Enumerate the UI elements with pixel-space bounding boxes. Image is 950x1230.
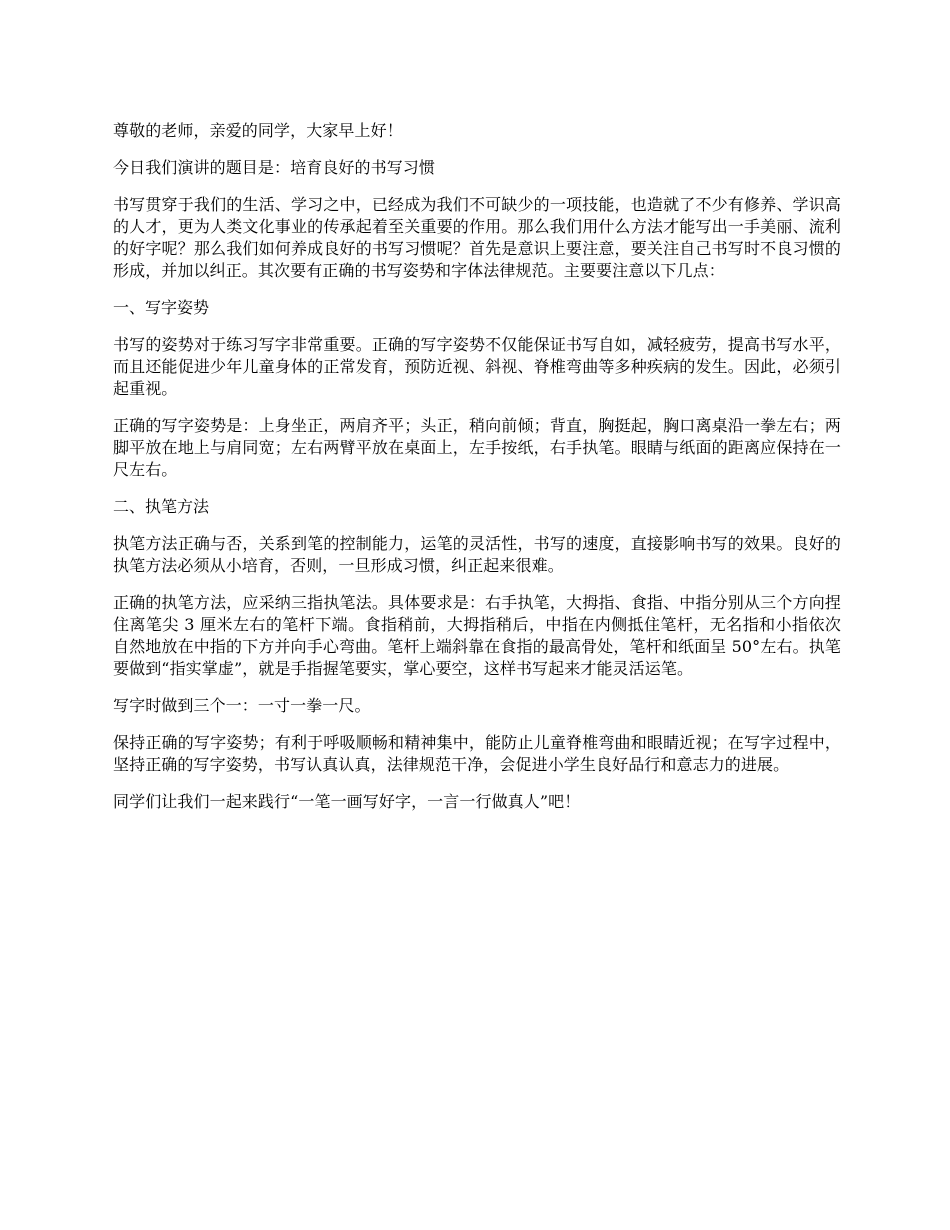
pen-grip-details-paragraph: 正确的执笔方法，应采纳三指执笔法。具体要求是：右手执笔，大拇指、食指、中指分别从三个方向捏住离笔尖 3 厘米左右的笔杆下端。食指稍前，大拇指稍后，中指在内侧抵住笔杆，无名指和小指依次自然地放在中指的下方并向手心弯曲。笔杆上端斜靠在食指的最高骨处，笔杆和纸面呈 50°左右。执笔要做到“指实掌虚”，就是手指握笔要实，掌心要空，这样书写起来才能灵活运笔。	[113, 593, 841, 678]
section-heading-posture: 一、写字姿势	[113, 298, 210, 317]
greeting-paragraph: 尊敬的老师，亲爱的同学，大家早上好！	[113, 121, 403, 140]
posture-importance-paragraph: 书写的姿势对于练习写字非常重要。正确的写字姿势不仅能保证书写自如，减轻疲劳，提高书写水平，而且还能促进少年儿童身体的正常发育，预防近视、斜视、脊椎弯曲等多种疾病的发生。因此，必须引起重视。	[113, 335, 841, 398]
posture-details-paragraph: 正确的写字姿势是：上身坐正，两肩齐平；头正，稍向前倾；背直，胸挺起，胸口离桌沿一拳左右；两脚平放在地上与肩同宽；左右两臂平放在桌面上，左手按纸，右手执笔。眼睛与纸面的距离应保持在一尺左右。	[113, 416, 841, 479]
pen-grip-importance-paragraph: 执笔方法正确与否，关系到笔的控制能力，运笔的灵活性，书写的速度，直接影响书写的效果。良好的执笔方法必须从小培育，否则，一旦形成习惯，纠正起来很难。	[113, 534, 841, 575]
benefits-paragraph: 保持正确的写字姿势；有利于呼吸顺畅和精神集中，能防止儿童脊椎弯曲和眼睛近视；在写字过程中，坚持正确的写字姿势，书写认真认真，法律规范干净，会促进小学生良好品行和意志力的进展。	[113, 733, 841, 774]
intro-paragraph: 书写贯穿于我们的生活、学习之中，已经成为我们不可缺少的一项技能，也造就了不少有修养、学识高的人才，更为人类文化事业的传承起着至关重要的作用。那么我们用什么方法才能写出一手美丽、流利的好字呢？那么我们如何养成良好的书写习惯呢？首先是意识上要注意，要关注自己书写时不良习惯的形成，并加以纠正。其次要有正确的书写姿势和字体法律规范。主要要注意以下几点：	[113, 195, 841, 280]
three-ones-paragraph: 写字时做到三个一：一寸一拳一尺。	[113, 696, 371, 715]
topic-paragraph: 今日我们演讲的题目是：培育良好的书写习惯	[113, 158, 436, 177]
document-page	[113, 120, 841, 828]
section-heading-pen-grip: 二、执笔方法	[113, 497, 210, 516]
closing-paragraph: 同学们让我们一起来践行“一笔一画写好字，一言一行做真人”吧！	[113, 792, 581, 811]
